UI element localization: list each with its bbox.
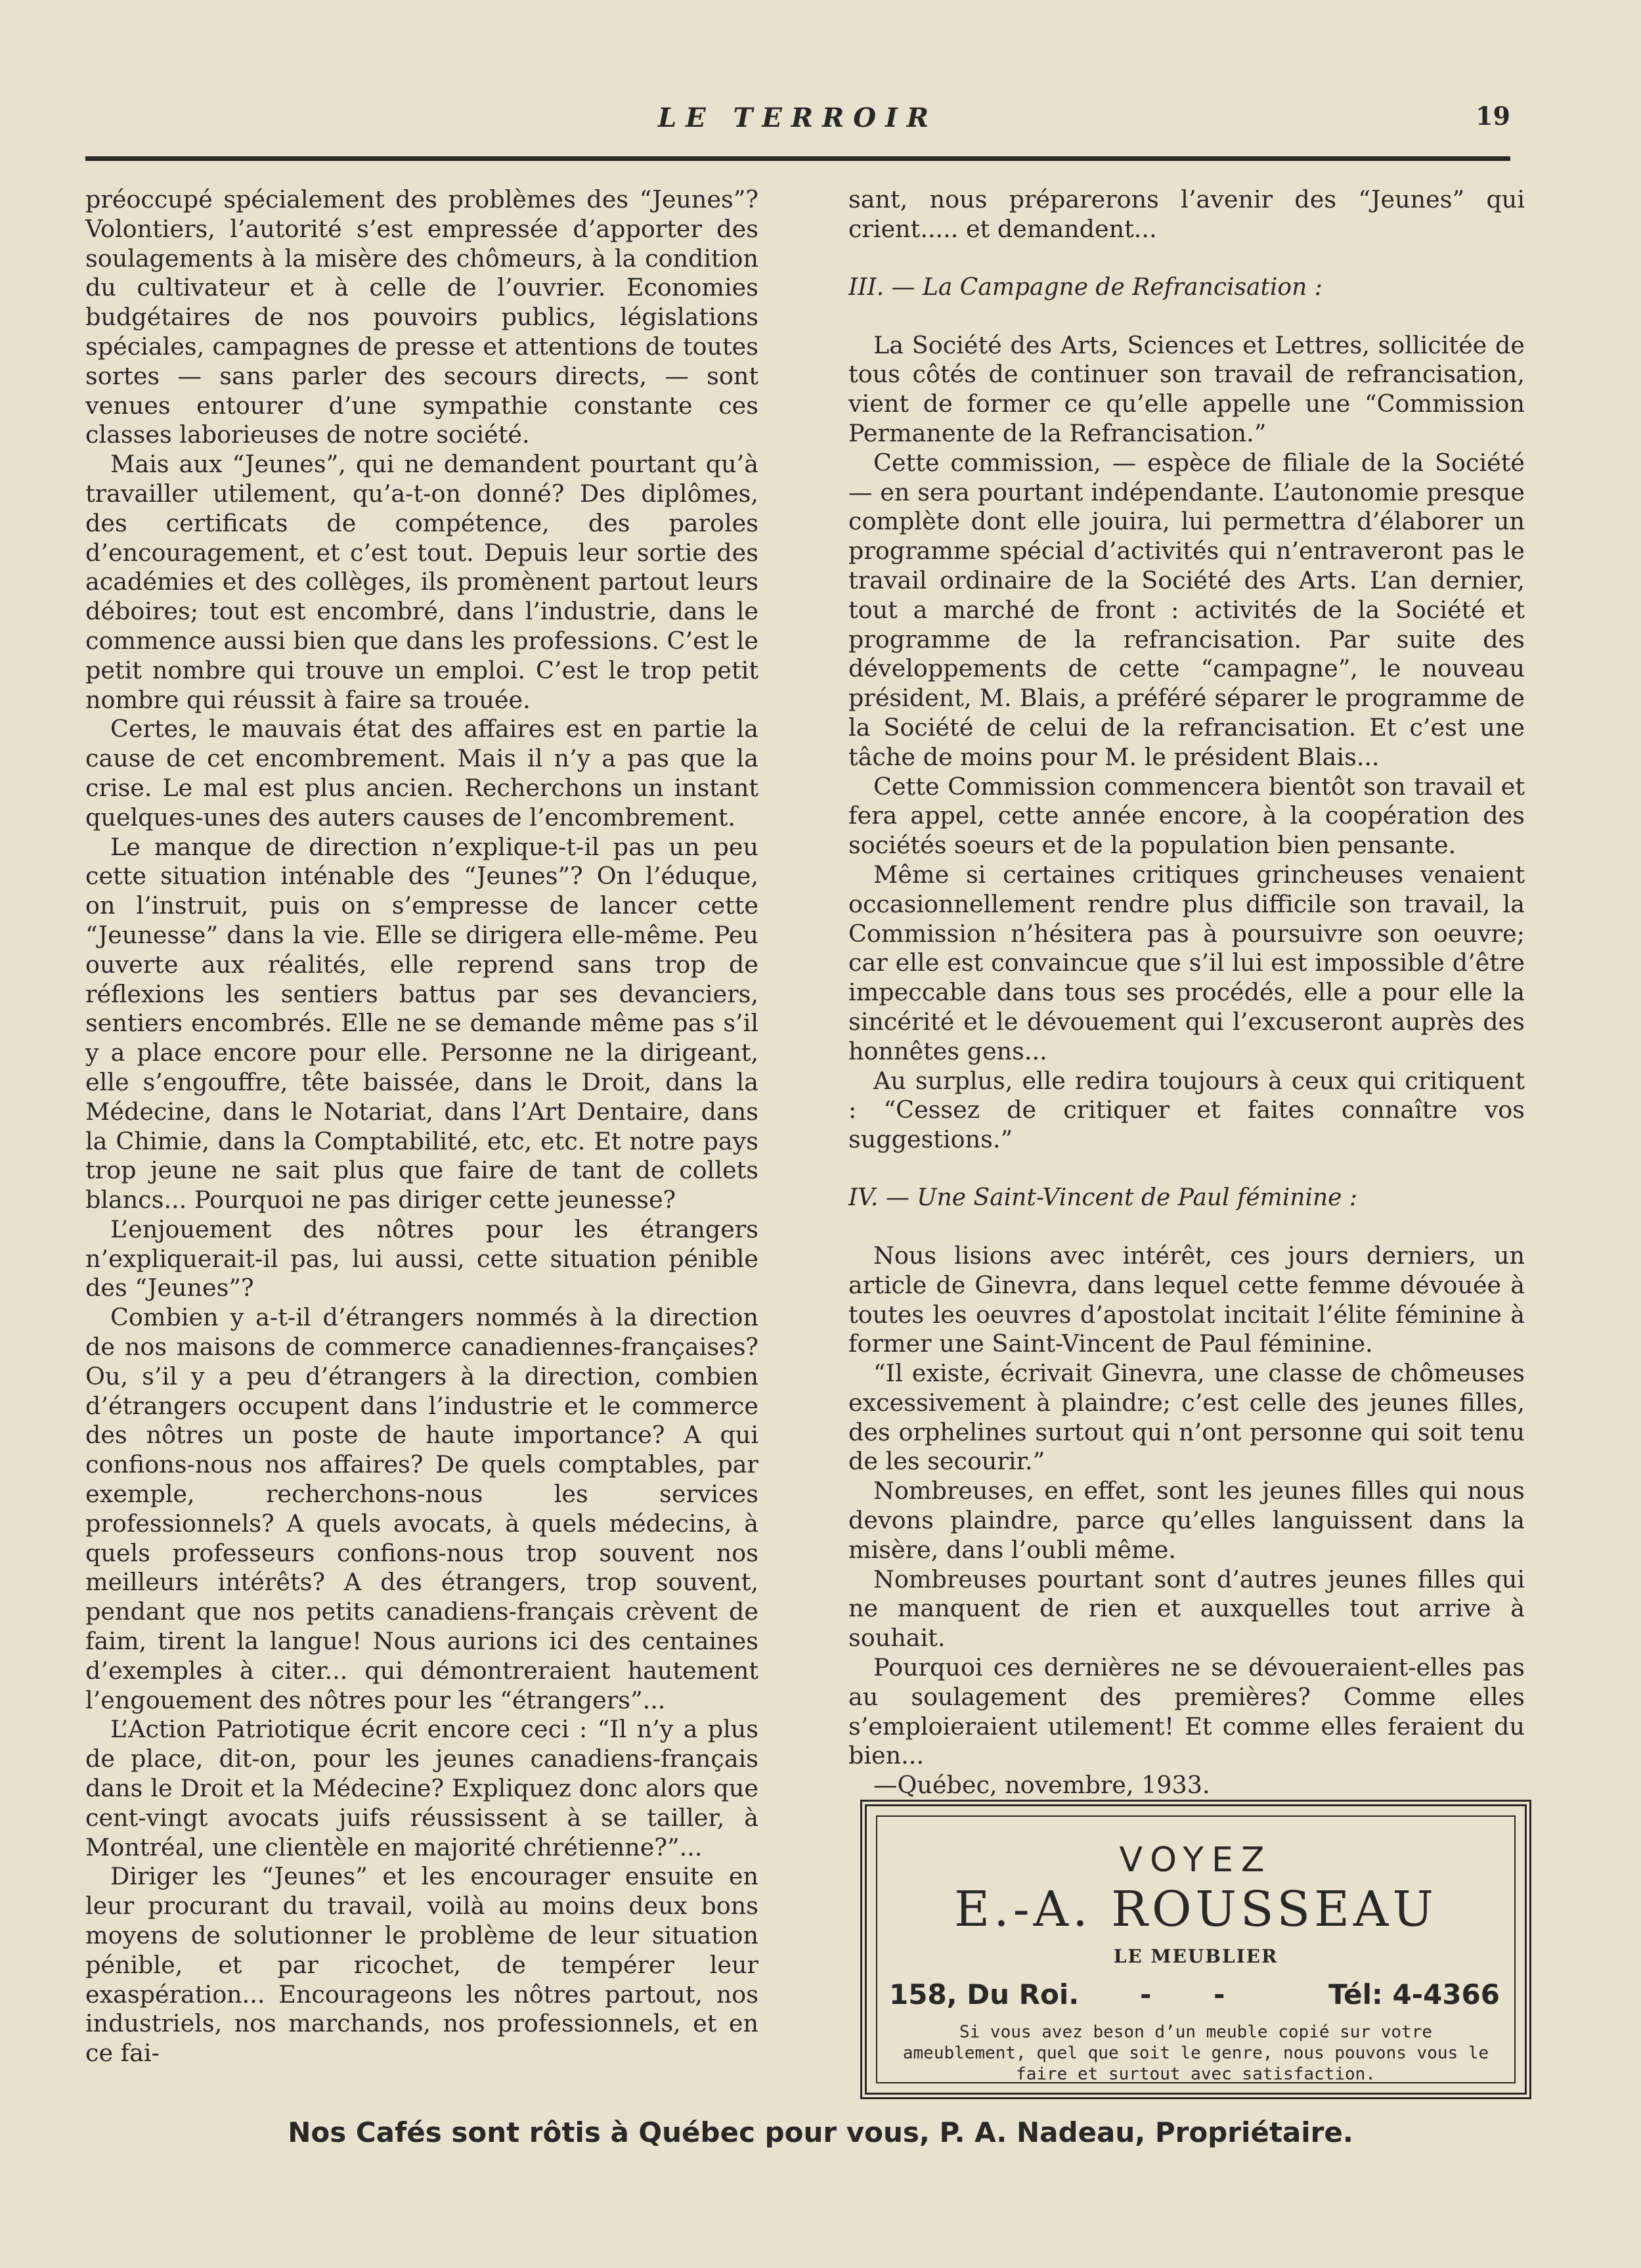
advertisement-inner-border bbox=[876, 1815, 1516, 2083]
ad-separator: - - bbox=[1140, 1978, 1252, 2011]
right-column bbox=[848, 185, 1525, 1800]
paragraph: “Il existe, écrivait Ginevra, une classe de chômeuses excessivement à plaindre; c’est celle des jeunes filles, des orphelines surtout qui n’ont personne qui soit tenu de les secourir.” bbox=[848, 1359, 1525, 1476]
paragraph: Même si certaines critiques grincheuses venaient occasionnellement rendre plus difficile son travail, la Commission n’hésitera pas à poursuivre son oeuvre; car elle est convaincue que s’il lui est impossible d’être impeccable dans tous ses procédés, elle a pour elle la sincérité et le dévouement qui l’excuseront auprès des honnêtes gens... bbox=[848, 860, 1525, 1065]
paragraph: Diriger les “Jeunes” et les encourager ensuite en leur procurant du travail, voilà au moins deux bons moyens de solutionner le problème de leur situation pénible, et par ricochet, de tempérer leur exaspération... Encourageons les nôtres partout, nos industriels, nos marchands, nos professionnels, et en ce fai- bbox=[85, 1862, 758, 2068]
ad-address: 158, Du Roi. bbox=[889, 1978, 1080, 2011]
spacer bbox=[848, 1212, 1525, 1241]
spacer bbox=[848, 1155, 1525, 1184]
advertisement-box bbox=[860, 1800, 1531, 2099]
paragraph: Le manque de direction n’explique-t-il pas un peu cette situation inténable des “Jeunes”? On l’éduque, on l’instruit, puis on s’empresse de lancer cette “Jeunesse” dans la vie. Elle se dirigera elle-même. Peu ouverte aux réalités, elle reprend sans trop de réflexions les sentiers battus par ses devanciers, sentiers encombrés. Elle ne se demande même pas s’il y a place encore pour elle. Personne ne la dirigeant, elle s’engouffre, tête baissée, dans le Droit, dans la Médecine, dans le Notariat, dans l’Art Dentaire, dans la Chimie, dans la Comptabilité, etc, etc. Et notre pays trop jeune ne sait plus que faire de tant de collets blancs... Pourquoi ne pas diriger cette jeunesse? bbox=[85, 832, 758, 1214]
paragraph: Combien y a-t-il d’étrangers nommés à la direction de nos maisons de commerce canadiennes-françaises? Ou, s’il y a peu d’étrangers à la direction, combien d’étrangers occupent dans l’industrie et le commerce des nôtres un poste de haute importance? A qui confions-nous nos affaires? De quels comptables, par exemple, recherchons-nous les services professionnels? A quels avocats, à quels médecins, à quels professeurs confions-nous trop souvent nos meilleurs intérêts? A des étrangers, trop souvent, pendant que nos petits canadiens-français crèvent de faim, tirent la langue! Nous aurions ici des centaines d’exemples à citer... qui démontreraient hautement l’engouement des nôtres pour les “étrangers”... bbox=[85, 1303, 758, 1714]
paragraph: Au surplus, elle redira toujours à ceux qui critiquent : “Cessez de critiquer et faites connaître vos suggestions.” bbox=[848, 1066, 1525, 1154]
spacer bbox=[848, 302, 1525, 331]
publication-title: LE TERROIR bbox=[657, 102, 938, 133]
ad-business-name: E.-A. ROUSSEAU bbox=[954, 1881, 1437, 1938]
section-heading: IV. — Une Saint-Vincent de Paul féminine : bbox=[848, 1184, 1358, 1211]
ad-subtitle: LE MEUBLIER bbox=[1113, 1946, 1279, 1967]
section-heading: III. — La Campagne de Refrancisation : bbox=[848, 273, 1323, 301]
paragraph: Nombreuses, en effet, sont les jeunes filles qui nous devons plaindre, parce qu’elles languissent dans la misère, dans l’oubli même. bbox=[848, 1477, 1525, 1564]
running-header bbox=[85, 99, 1510, 145]
paragraph: Mais aux “Jeunes”, qui ne demandent pourtant qu’à travailler utilement, qu’a-t-on donné? Des diplômes, des certificats de compétence, des paroles d’encouragement, et c’est tout. Depuis leur sortie des académies et des collèges, ils promènent partout leurs déboires; tout est encombré, dans l’industrie, dans le commence aussi bien que dans les professions. C’est le petit nombre qui trouve un emploi. C’est le trop petit nombre qui réussit à faire sa trouée. bbox=[85, 450, 758, 714]
ad-voyez: VOYEZ bbox=[1119, 1840, 1273, 1880]
header-rule bbox=[85, 156, 1510, 161]
spacer bbox=[848, 244, 1525, 273]
paragraph: Pourquoi ces dernières ne se dévoueraient-elles pas au soulagement des premières? Comme elles s’emploieraient utilement! Et comme elles feraient du bien... bbox=[848, 1653, 1525, 1770]
paragraph: préoccupé spécialement des problèmes des “Jeunes”? Volontiers, l’autorité s’est empressée d’apporter des soulagements à la misère des chômeurs, à la condition du cultivateur et à celle de l’ouvrier. Economies budgétaires de nos pouvoirs publics, législations spéciales, campagnes de presse et attentions de toutes sortes — sans parler des secours directs, — sont venues entourer d’une sympathie constante ces classes laborieuses de notre société. bbox=[85, 185, 758, 449]
paragraph: L’enjouement des nôtres pour les étrangers n’expliquerait-il pas, lui aussi, cette situation pénible des “Jeunes”? bbox=[85, 1214, 758, 1302]
paragraph: Nombreuses pourtant sont d’autres jeunes filles qui ne manquent de rien et auxquelles tout arrive à souhait. bbox=[848, 1565, 1525, 1653]
paragraph: Cette commission, — espèce de filiale de la Société — en sera pourtant indépendante. L’autonomie presque complète dont elle jouira, lui permettra d’élaborer un programme spécial d’activités qui n’entraveront pas le travail ordinaire de la Société des Arts. L’an dernier, tout a marché de front : activités de la Société et programme de la refrancisation. Par suite des développements de cette “campagne”, le nouveau président, M. Blais, a préféré séparer le programme de la Société de celui de la refrancisation. Et c’est une tâche de moins pour M. le président Blais... bbox=[848, 448, 1525, 771]
footer-advertisement: Nos Cafés sont rôtis à Québec pour vous, P. A. Nadeau, Propriétaire. bbox=[288, 2116, 1353, 2148]
paragraph: sant, nous préparerons l’avenir des “Jeunes” qui crient..... et demandent... bbox=[848, 185, 1525, 243]
left-column bbox=[85, 185, 758, 2068]
ad-description: Si vous avez beson d’un meuble copié sur votre ameublement, quel que soit le genre, nous pouvons vous le faire et surtout avec satisfaction. bbox=[902, 2022, 1489, 2084]
paragraph: L’Action Patriotique écrit encore ceci : “Il n’y a plus de place, dit-on, pour les jeunes canadiens-français dans le Droit et la Médecine? Expliquez donc alors que cent-vingt avocats juifs réussissent à se tailler, à Montréal, une clientèle en majorité chrétienne?”... bbox=[85, 1715, 758, 1861]
dateline: —Québec, novembre, 1933. bbox=[873, 1771, 1210, 1800]
paragraph: Cette Commission commencera bientôt son travail et fera appel, cette année encore, à la coopération des sociétés soeurs et de la population bien pensante. bbox=[848, 772, 1525, 860]
paragraph: Nous lisions avec intérêt, ces jours derniers, un article de Ginevra, dans lequel cette femme dévouée à toutes les oeuvres d’apostolat incitait l’élite féminine à former une Saint-Vincent de Paul féminine. bbox=[848, 1241, 1525, 1358]
paragraph: Certes, le mauvais état des affaires est en partie la cause de cet encombrement. Mais il n’y a pas que la crise. Le mal est plus ancien. Recherchons un instant quelques-unes des auters causes de l’encombrement. bbox=[85, 715, 758, 832]
ad-phone: Tél: 4-4366 bbox=[1328, 1978, 1500, 2011]
page-number: 19 bbox=[1476, 101, 1510, 131]
paragraph: La Société des Arts, Sciences et Lettres, sollicitée de tous côtés de continuer son travail de refrancisation, vient de former ce qu’elle appelle une “Commission Permanente de la Refrancisation.” bbox=[848, 330, 1525, 447]
